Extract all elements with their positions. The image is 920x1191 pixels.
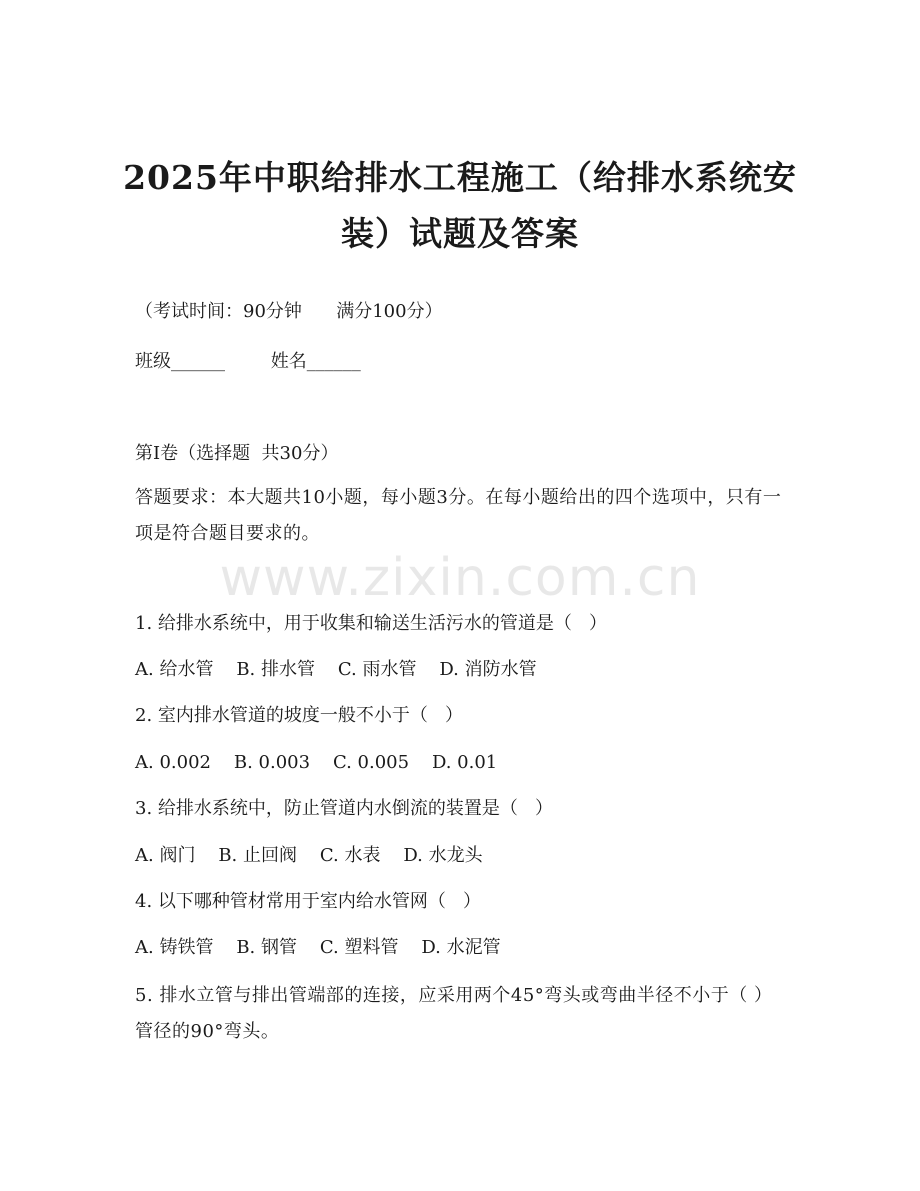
question-3-options: A. 阀门 B. 止回阀 C. 水表 D. 水龙头 xyxy=(135,845,483,866)
instructions: 答题要求：本大题共10小题，每小题3分。在每小题给出的四个选项中，只有一项是符合题目要求的。 xyxy=(135,487,782,544)
question-3-stem: 3. 给排水系统中，防止管道内水倒流的装置是（ ） xyxy=(135,798,554,819)
exam-info: （考试时间：90分钟 满分100分） xyxy=(135,301,443,322)
section-header: 第I卷（选择题 共30分） xyxy=(135,443,339,464)
question-4-options: A. 铸铁管 B. 钢管 C. 塑料管 D. 水泥管 xyxy=(135,937,501,958)
document-title: 2025年中职给排水工程施工（给排水系统安装）试题及答案 xyxy=(123,158,797,253)
question-4-stem: 4. 以下哪种管材常用于室内给水管网（ ） xyxy=(135,891,482,912)
question-2-options: A. 0.002 B. 0.003 C. 0.005 D. 0.01 xyxy=(135,752,498,773)
question-5-stem: 5. 排水立管与排出管端部的连接，应采用两个45°弯头或弯曲半径不小于（ ）管径的90°弯头。 xyxy=(135,985,773,1042)
question-1-stem: 1. 给排水系统中，用于收集和输送生活污水的管道是（ ） xyxy=(135,613,608,634)
question-2-stem: 2. 室内排水管道的坡度一般不小于（ ） xyxy=(135,705,464,726)
class-name-line: 班级______ 姓名______ xyxy=(135,351,361,372)
question-1-options: A. 给水管 B. 排水管 C. 雨水管 D. 消防水管 xyxy=(135,659,537,680)
watermark: www.zixin.com.cn xyxy=(219,548,701,608)
